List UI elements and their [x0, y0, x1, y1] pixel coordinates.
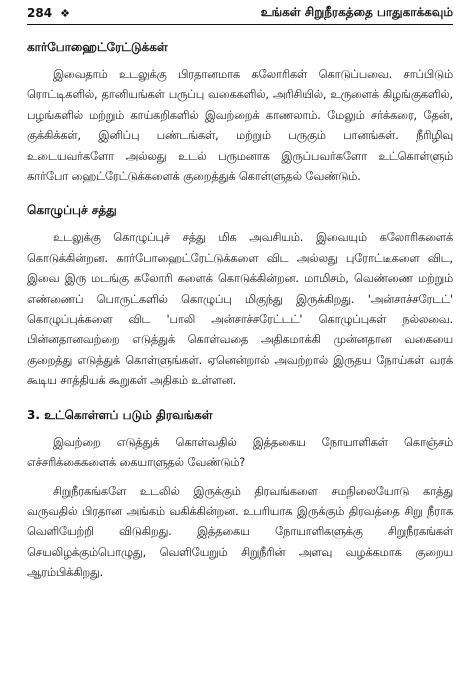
running-title: உங்கள் சிறுநீரகத்தை பாதுகாக்கவும் [260, 5, 453, 19]
section-heading-carbohydrates: கார்போஹைட்ரேட்டுக்கள் [27, 40, 168, 54]
paragraph-fluids-body: சிறுநீரகங்களே உடலில் இருக்கும் திரவங்களை சமநிலையோடு காத்து வருவதில் பிரதான அங்கம் வகிக்கின்றன. உபரியாக இருக்கும் திரவத்தை சிறு நீராக வெளியேற்றி விடுகிறது. இத்தகைய நோயாளிகளுக்கு சிறுநீரகங்கள் செயலிழக்கும்பொழுது, வெளியேறும் சிறுநீரின் அளவு வழக்கமாக குறைய ஆரம்பிக்கிறது. [27, 484, 453, 580]
page-number: 284 [27, 6, 53, 20]
section-heading-fluids: 3. உட்கொள்ளப் படும் திரவங்கள் [27, 407, 213, 422]
section-heading-fat: கொழுப்புச் சத்து [27, 203, 117, 218]
paragraph-fat: உடலுக்கு கொழுப்புச் சத்து மிக அவசியம். இவையும் கலோரிகளைக் கொடுக்கின்றன. கார்போஹைட்ரேட்டுக்களை விட அல்லது புரோட்டீகளை விட, இவை இரு மடங்கு கலோரி களைக் கொடுக்கின்றன. மாமிசம், வெண்ணை மற்றும் எண்ணைப் பொருட்களில் கொழுப்பு மிகுந்து இருக்கிறது. 'அன்சாச்சரேடட்' கொழுப்புக்களை விட 'பாலி அன்சாச்சரேட்டட்' கொழுப்புகள் நல்லவை. பின்னதானவற்றை எடுத்துக் கொள்வதை அதிகமாக்கி முன்னதான வகையை குறைத்து எடுத்துக் கொள்ளுங்கள். ஏனென்றால் அவற்றால் இருதய நோய்கள் வரக் கூடிய சாத்தியக் கூறுகள் அதிகம் உள்ளன. [27, 231, 453, 388]
header-left [27, 6, 70, 20]
diamond-ornament-icon: ❖ [60, 6, 70, 20]
running-header [27, 0, 453, 25]
paragraph-fluids-intro: இவற்றை எடுத்துக் கொள்வதில் இத்தகைய நோயாளிகள் கொஞ்சம் எச்சரிக்கைகளைக் கையாளுதல் வேண்டும்? [27, 435, 453, 470]
paragraph-carbohydrates: இவைதாம் உடலுக்கு பிரதானமாக கலோரிகள் கொடுப்பவை. சாப்பிடும் ரொட்டிகளில், தானியங்கள் பருப்பு வகைகளில், அரிசியில், உருளைக் கிழங்குகளில், பழங்களில் மற்றும் காய்கறிகளில் இவற்றைக் காணலாம். மேலும் சர்க்கரை, தேன், குக்கிக்கள், இனிப்பு பண்டங்கள், மற்றும் பருகும் பானங்கள். நீரிழிவு உடையவர்களோ அல்லது உடல் பருமனாக இருப்பவர்களோ உட்கொள்ளும் கார்போ ஹைட்ரேட்டுக்களைக் குறைத்துக் கொள்ளுதல் வேண்டும். [27, 68, 453, 184]
